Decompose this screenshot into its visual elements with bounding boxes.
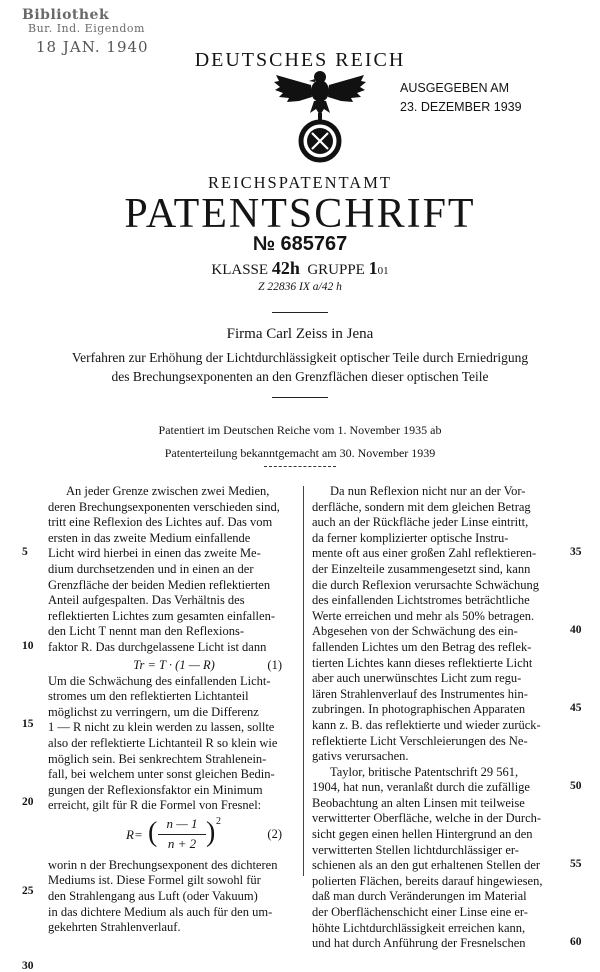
gruppe-value: 1	[368, 258, 378, 278]
paren-right: )	[206, 816, 216, 848]
text-line: verwitterter Oberfläche, welche in der Durch-	[312, 811, 542, 826]
applicant: Firma Carl Zeiss in Jena	[226, 326, 374, 342]
classification	[0, 258, 600, 279]
line-number: 25	[22, 884, 34, 897]
title-line-1: Verfahren zur Erhöhung der Lichtdurchlässigkeit optischer Teile durch Erniedrigung	[71, 350, 529, 365]
line-number: 55	[570, 858, 582, 871]
paragraph	[48, 484, 300, 656]
text-line: ersten in das zweite Medium einfallende	[48, 530, 251, 545]
paren-left: (	[148, 816, 158, 848]
patent-number	[0, 233, 600, 256]
text-line: Licht wird hierbei in einen das zweite Me-	[48, 546, 261, 561]
text-line: den Licht T nennt man den Reflexions-	[48, 624, 245, 639]
text-line: möglich sein. Bei senkrechtem Strahlenein-	[48, 751, 267, 766]
text-line: die durch Reflexion verursachte Schwächung	[312, 577, 540, 592]
text-line: den Strahlengang aus Luft (oder Vakuum)	[48, 889, 258, 904]
file-reference: Z 22836 IX a/42 h	[258, 281, 342, 293]
line-number: 20	[22, 796, 34, 808]
text-line: erreicht, gilt für R die Formel von Fresnel:	[48, 798, 262, 813]
divider-rule	[272, 312, 328, 313]
text-line: Abgesehen von der Schwächung des ein-	[312, 624, 518, 639]
gruppe-label: GRUPPE	[307, 262, 365, 278]
klasse-label: KLASSE	[211, 262, 269, 278]
text-line: und hat durch Anführung der Fresnelschen	[312, 936, 526, 951]
formula-2-exponent: 2	[216, 815, 221, 827]
formula-1-expr: Tr = T · (1 — R)	[133, 657, 215, 672]
text-line: lären Strahlenverlauf des Instrumentes hin-	[312, 686, 528, 701]
left-column	[48, 484, 300, 936]
text-line: tritt eine Reflexion des Lichtes auf. Das vom	[48, 515, 273, 530]
line-number: 40	[570, 624, 582, 637]
stamp-line-1: Bibliothek	[22, 7, 110, 23]
text-line: derfläche, sondern mit dem gleichen Betrag	[312, 499, 531, 514]
paragraph	[312, 484, 564, 952]
line-number: 60	[570, 936, 582, 949]
line-number: 15	[22, 718, 34, 730]
text-line: der Einzelteile zusammengesetzt sind, kann	[312, 561, 531, 576]
text-line: tierten Lichtes kann dieses reflektierte Licht	[312, 655, 533, 670]
text-line: Anteil aufgespalten. Das Verhältnis des	[48, 593, 245, 608]
text-line: höhte Lichtdurchlässigkeit erreichen kann,	[312, 920, 526, 935]
document-type: PATENTSCHRIFT	[124, 191, 476, 237]
text-line: stromes um den reflektierten Lichtanteil	[48, 689, 249, 704]
formula-2-denominator: n + 2	[167, 835, 197, 851]
right-column	[312, 484, 564, 952]
divider-rule	[272, 397, 328, 398]
text-line: da ferner komplizierter optische Instru-	[312, 530, 509, 545]
number-value: 685767	[280, 233, 348, 255]
formula-2-lhs: R=	[126, 826, 143, 842]
text-line: mente oft aus einer großen Zahl reflektieren-	[312, 546, 537, 561]
issued-block	[400, 79, 522, 117]
text-line: Werte erreichen und mehr als 50% betragen.	[312, 608, 535, 623]
text-line: gativs verursachen.	[312, 749, 409, 764]
text-line: kann z. B. das reflektierte und wieder zurück-	[312, 717, 541, 732]
text-line: Um die Schwächung des einfallenden Licht-	[48, 673, 271, 688]
formula-1-number: (1)	[267, 657, 282, 672]
stamp-date: 18 JAN. 1940	[36, 38, 149, 57]
stamp-line-2: Bur. Ind. Eigendom	[28, 21, 145, 35]
text-line: sicht gegen einen hellen Hintergrund an den	[312, 827, 533, 842]
line-number: 35	[570, 546, 582, 559]
office-name: REICHSPATENTAMT	[208, 173, 392, 192]
formula-2	[48, 814, 300, 858]
line-number: 30	[22, 959, 34, 972]
issued-label: AUSGEGEBEN AM	[400, 81, 510, 95]
patent-dates	[0, 419, 600, 465]
text-line: deren Brechungsexponenten verschieden sind,	[48, 499, 280, 514]
klasse-value: 42h	[271, 258, 300, 278]
divider-rule	[264, 466, 336, 468]
line-number: 50	[570, 780, 582, 793]
text-line: aber auch unerwünschtes Licht zum regu-	[312, 671, 522, 686]
issued-date: 23. DEZEMBER 1939	[400, 100, 522, 114]
column-divider	[303, 486, 304, 876]
line-number: 45	[570, 702, 582, 715]
text-line: auch an der Rückfläche jeder Linse eintritt,	[312, 515, 529, 530]
text-line: zubringen. In photographischen Apparaten	[312, 702, 526, 717]
line-number: 10	[22, 640, 34, 652]
grant-published: Patenterteilung bekanntgemacht am 30. November 1939	[164, 446, 436, 460]
line-number: 5	[22, 546, 28, 559]
patented-since: Patentiert im Deutschen Reiche vom 1. November 1935 ab	[158, 423, 442, 437]
invention-title	[40, 348, 560, 386]
text-line: worin n der Brechungsexponent des dichteren	[48, 857, 278, 872]
text-line: in das dichtere Medium als auch für den um-	[48, 904, 273, 919]
text-line: An jeder Grenze zwischen zwei Medien,	[66, 484, 270, 498]
paragraph	[48, 674, 300, 814]
number-prefix: №	[252, 233, 275, 255]
gruppe-sub: 01	[377, 265, 389, 277]
text-line: Da nun Reflexion nicht nur an der Vor-	[330, 484, 526, 498]
fraction-bar	[158, 834, 206, 835]
eagle-emblem-icon	[270, 55, 370, 165]
text-line: faktor R. Das durchgelassene Licht ist dann	[48, 639, 267, 654]
text-line: Mediums ist. Diese Formel gilt sowohl für	[48, 873, 261, 888]
formula-1	[48, 656, 300, 674]
formula-2-numerator: n — 1	[166, 815, 198, 831]
text-line: der Oberflächenschicht einer Linse eine er-	[312, 905, 528, 920]
text-line: fallenden Lichtes um den Betrag des reflek-	[312, 639, 532, 654]
text-line: dium durchsetzenden und in einen an der	[48, 561, 254, 576]
text-line: des einfallenden Lichtstromes beträchtliche	[312, 593, 530, 608]
text-line: Taylor, britische Patentschrift 29 561,	[330, 764, 519, 779]
text-line: reflektierten Lichtes zum gesamten einfallen-	[48, 608, 275, 623]
text-line: schienen als an den gut erhaltenen Stellen der	[312, 858, 541, 873]
text-line: Beobachtung an alten Linsen mit teilweise	[312, 795, 525, 810]
text-line: verwitterten Stellen lichtdurchlässiger er-	[312, 842, 519, 857]
text-line: möglichst zu verringern, um die Differenz	[48, 704, 259, 719]
reich-heading: DEUTSCHES REICH	[194, 49, 406, 71]
formula-2-number: (2)	[267, 826, 282, 841]
text-line: gungen der Reflexionsfaktor ein Minimum	[48, 782, 263, 797]
text-line: daß man durch Veränderungen im Material	[312, 889, 527, 904]
text-line: fall, bei welchem unter sonst gleichen Bedin-	[48, 767, 275, 782]
text-line: reflektierte Licht Verschleierungen des Ne-	[312, 733, 528, 748]
text-line: 1 — R nicht zu klein werden zu lassen, sollte	[48, 720, 275, 735]
text-line: also der reflektierte Lichtanteil R so klein wie	[48, 735, 278, 750]
title-line-2: des Brechungsexponenten an den Grenzflächen dieser optischen Teile	[111, 369, 489, 384]
text-line: Grenzfläche der beiden Medien reflektierten	[48, 577, 271, 592]
text-line: gekehrten Strahlenverlauf.	[48, 920, 181, 935]
text-line: polierten Flächen, bereits darauf hingewiesen,	[312, 873, 543, 888]
paragraph	[48, 858, 300, 936]
text-line: 1904, hat nun, veranlaßt durch die zufällige	[312, 780, 530, 795]
